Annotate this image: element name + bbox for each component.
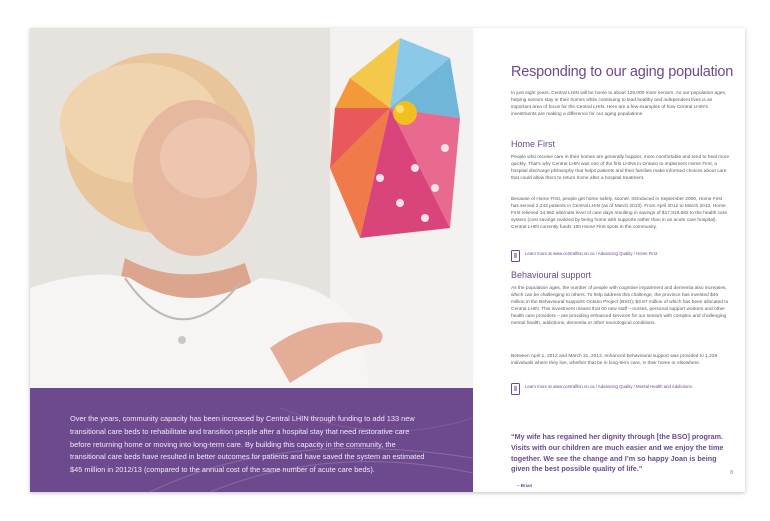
- testimonial-quote: “My wife has regained her dignity through [the BSO] program. Visits with our children are much easier and we enjoy the time together. We see the change and I’m so happy Joan is being given the best possible quality of life.”: [511, 432, 724, 474]
- home-first-learn-more[interactable]: [511, 250, 733, 266]
- behavioural-learn-more-link[interactable]: Learn more at www.centrallhin.on.ca / Advancing Quality / Mental Health and Addictions.: [525, 384, 693, 389]
- tablet-icon: [511, 383, 520, 395]
- right-page: [473, 28, 745, 492]
- behavioural-learn-more[interactable]: [511, 383, 733, 399]
- photo-woman-pinwheel: [30, 28, 473, 388]
- tablet-icon: [511, 250, 520, 262]
- page-title: Responding to our aging population: [511, 64, 734, 80]
- home-first-paragraph-2: Because of Home First, people get home safely, sooner. Introduced in September 2009, Home First has served 2,243 patients in Central LHIN (as of March 2013). From April 2012 to March 2013, Home First relieved 34,952 alternate level of care days resulting in savings of $17,819,682 to the health care system (cost savings realized by being home with supports rather than in an acute care hospital). Central LHIN currently funds 180 Home First spots in the community.: [511, 197, 727, 231]
- home-first-learn-more-link[interactable]: Learn more at www.centrallhin.on.ca / Advancing Quality / Home First.: [525, 251, 659, 256]
- caption-text: Over the years, community capacity has been increased by Central LHIN through funding to add 133 new transitional care beds to rehabilitate and transition people after a hospital stay that need restorative care before returning home or moving into long-term care. By building this capacity in the community, the transitional care beds have resulted in better outcomes for patients and have saved the system an estimated $45 million in 2012/13 (compared to the annual cost of the same number of acute care beds).: [70, 414, 425, 474]
- home-first-paragraph-1: People who receive care in their homes are generally happier, more comfortable and tend to heal more quickly. That's why Central LHIN was one of the first LHINs in Ontario to implement Home First, a hospital discharge philosophy that helps patients and their families make informed choices about care that could allow them to return home after a hospital treatment.: [511, 155, 730, 182]
- photo-illustration: [30, 28, 473, 388]
- left-page: [30, 28, 473, 492]
- behavioural-support-heading: Behavioural support: [511, 270, 592, 280]
- intro-paragraph: In just eight years, Central LHIN will be home to about 128,000 more seniors. As our population ages, helping seniors stay in their homes while continuing to lead healthy and independent lives is an important area of focus for the Central LHIN. Here are a few examples of how Central LHIN's investments are making a difference for our aging populations.: [511, 91, 727, 118]
- behavioural-paragraph-2: Between April 1, 2012 and March 31, 2013, enhanced behavioural support was provided to 1,229 individuals where they live, whether that be in long-term care, in their home or elsewhere.: [511, 354, 718, 367]
- page-number: 8: [730, 470, 733, 476]
- home-first-heading: Home First: [511, 139, 556, 149]
- brochure-spread: [30, 28, 745, 492]
- quote-author: – Brian: [517, 483, 533, 488]
- behavioural-paragraph-1: As the population ages, the number of people with cognitive impairment and dementia also increases, which can be challenging to others. To help address this challenge, the province has invested $40 million in the Behavioural Supports Ontario Project (BSO); $3.97 million of which has been allocated to Central LHIN. This investment means that 60 new staff – nurses, personal support workers and other health care providers – are providing enhanced services for our seniors with complex and challenging mental health, addictions, dementia or other neurological conditions.: [511, 286, 729, 327]
- caption-band: [30, 388, 473, 492]
